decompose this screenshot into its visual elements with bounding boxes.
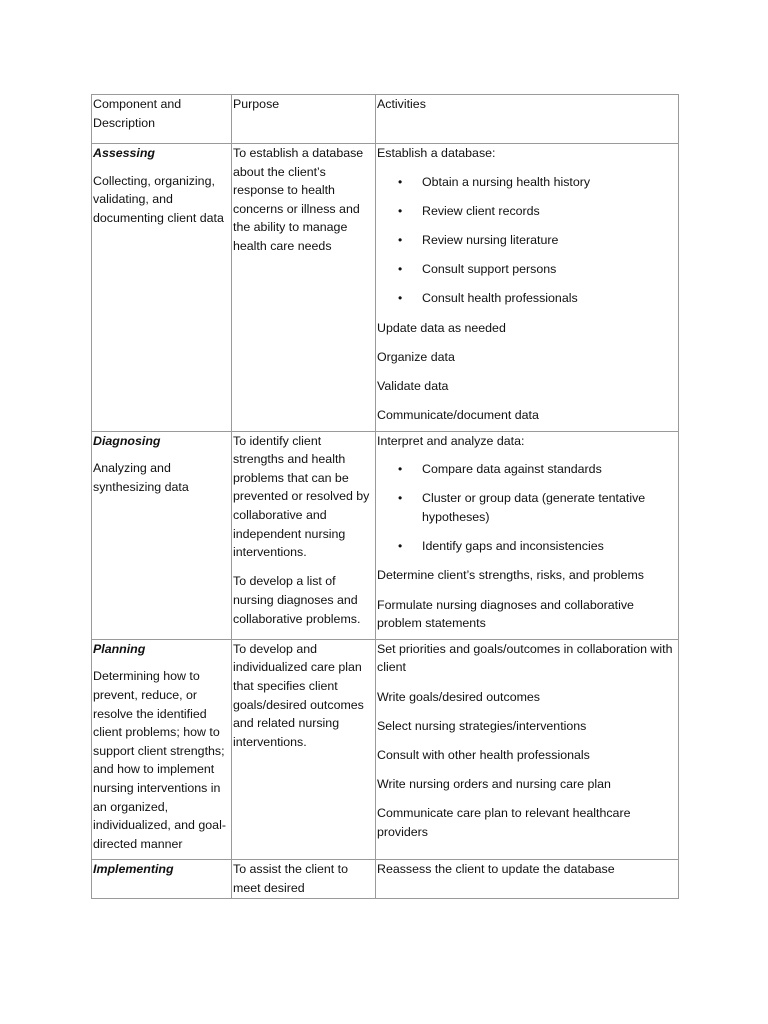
header-cell-component <box>92 95 232 144</box>
purpose-text: To establish a database about the client’s response to health concerns or illness and the ability to manage health care needs <box>233 146 364 253</box>
phase-description: Collecting, organizing, validating, and documenting client data <box>93 173 224 225</box>
list-item: • Consult support persons <box>377 260 676 279</box>
component-cell <box>92 860 232 898</box>
activities-lead: Interpret and analyze data: <box>377 433 525 448</box>
activity-item: Communicate care plan to relevant healthcare providers <box>377 806 631 839</box>
nursing-process-table <box>91 94 679 899</box>
purpose-cell <box>232 860 376 898</box>
activity-item: Write goals/desired outcomes <box>377 689 540 704</box>
header-cell-activities <box>376 95 679 144</box>
list-item: • Review nursing literature <box>377 231 676 250</box>
activity-item: Reassess the client to update the database <box>377 862 615 877</box>
phase-name: Diagnosing <box>93 433 161 448</box>
phase-name: Assessing <box>93 146 155 160</box>
list-item: • Identify gaps and inconsistencies <box>377 537 676 556</box>
activity-item: Organize data <box>377 349 455 364</box>
purpose-text: To assist the client to meet desired <box>233 862 349 895</box>
phase-description: Determining how to prevent, reduce, or resolve the identified client problems; how to support client strengths; and how to implement nursing interventions in an organized, individualized, and goal-directed manner <box>93 669 226 851</box>
table-header-row <box>92 95 679 144</box>
header-purpose: Purpose <box>233 97 280 111</box>
activities-cell <box>376 431 679 639</box>
phase-name: Planning <box>93 641 146 656</box>
purpose-text: To develop a list of nursing diagnoses and collaborative problems. <box>233 574 361 626</box>
activity-item: Write nursing orders and nursing care plan <box>377 777 611 792</box>
list-item: • Cluster or group data (generate tentative hypotheses) <box>377 489 676 526</box>
table-row-implementing <box>92 860 679 898</box>
activity-item: Update data as needed <box>377 320 506 335</box>
activities-cell <box>376 860 679 898</box>
component-cell <box>92 431 232 639</box>
phase-description: Analyzing and synthesizing data <box>93 461 189 494</box>
table-row-assessing <box>92 144 679 432</box>
activities-cell <box>376 639 679 860</box>
list-item: • Obtain a nursing health history <box>377 173 676 192</box>
activity-item: Set priorities and goals/outcomes in collaboration with client <box>377 641 673 675</box>
activity-item: Select nursing strategies/interventions <box>377 718 587 733</box>
header-activities: Activities <box>377 97 426 111</box>
purpose-cell <box>232 144 376 432</box>
activity-item: Consult with other health professionals <box>377 747 590 762</box>
activities-bullet-list <box>377 460 676 556</box>
list-item: • Compare data against standards <box>377 460 676 479</box>
purpose-cell <box>232 431 376 639</box>
purpose-text: To develop and individualized care plan that specifies client goals/desired outcomes and related nursing interventions. <box>233 641 364 749</box>
activity-item: Determine client’s strengths, risks, and problems <box>377 568 644 583</box>
activities-bullet-list <box>377 173 676 308</box>
component-cell <box>92 144 232 432</box>
activity-item: Communicate/document data <box>377 408 539 423</box>
activity-item: Validate data <box>377 378 449 393</box>
header-cell-purpose <box>232 95 376 144</box>
activity-item: Formulate nursing diagnoses and collaborative problem statements <box>377 597 634 631</box>
table-row-planning <box>92 639 679 860</box>
list-item: • Review client records <box>377 202 676 221</box>
activities-lead: Establish a database: <box>377 146 496 160</box>
activities-cell <box>376 144 679 432</box>
table-row-diagnosing <box>92 431 679 639</box>
phase-name: Implementing <box>93 862 174 877</box>
component-cell <box>92 639 232 860</box>
list-item: • Consult health professionals <box>377 289 676 308</box>
header-component: Component and Description <box>93 97 182 130</box>
purpose-text: To identify client strengths and health problems that can be prevented or resolved by collaborative and independent nursing interventions. <box>233 433 370 560</box>
purpose-cell <box>232 639 376 860</box>
